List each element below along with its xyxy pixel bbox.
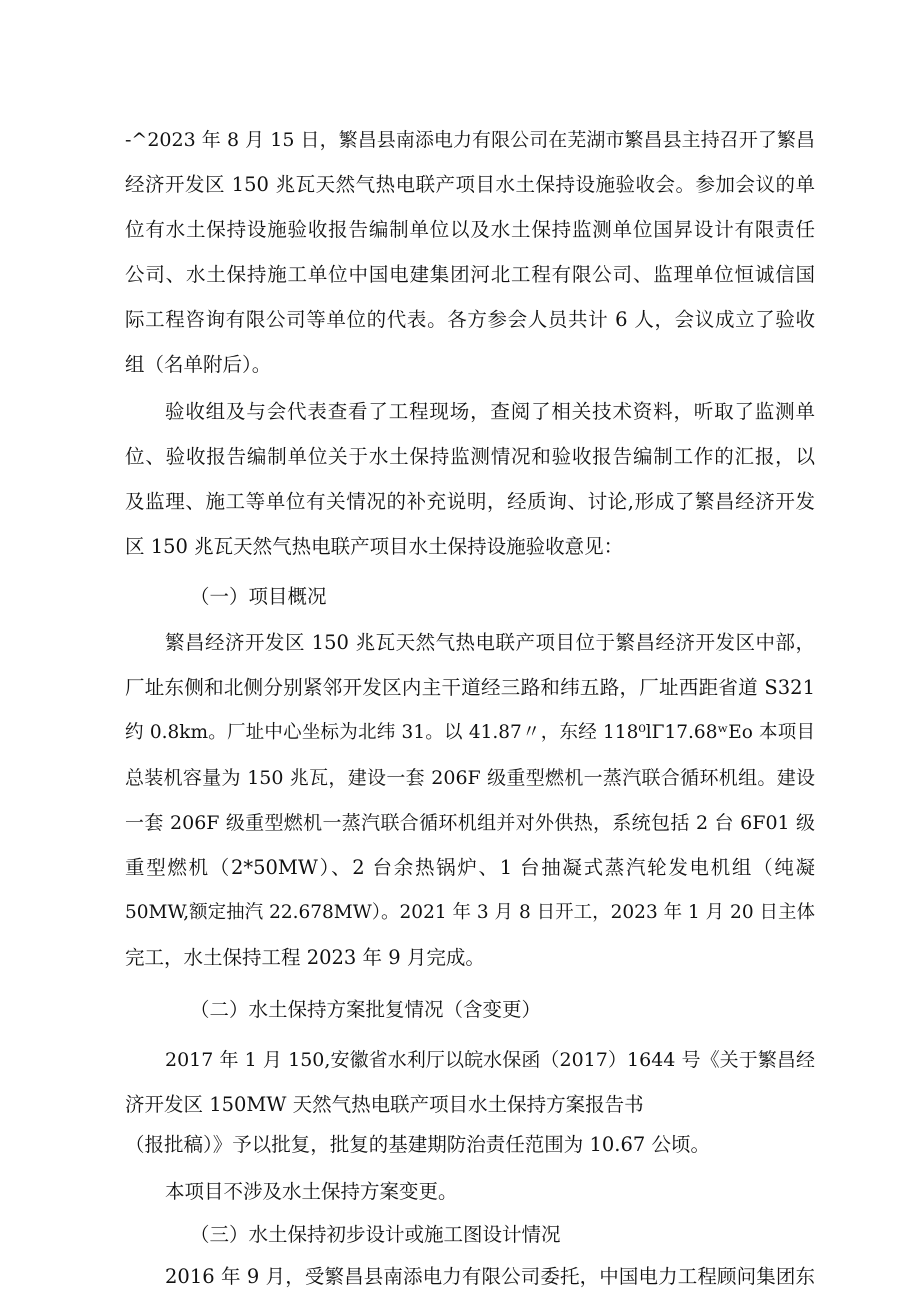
text-line: 济开发区 150MW 天然气热电联产项目水土保持方案报告书 (125, 1093, 644, 1116)
text-line: 际工程咨询有限公司等单位的代表。各方参会人员共计 6 人，会议成立了验收 (125, 308, 815, 331)
text-line: 一套 206F 级重型燃机一蒸汽联合循环机组并对外供热，系统包括 2 台 6F01 级 (125, 812, 815, 834)
text-line: 本项目不涉及水土保持方案变更。 (165, 1180, 458, 1203)
text-line: 约 0.8km。厂址中心坐标为北纬 31。以 41.87〃，东经 118⁰lΓ17.68ʷEo 本项目 (125, 722, 815, 743)
section-heading: （二）水土保持方案批复情况（含变更） (190, 998, 542, 1021)
text-line: 位、验收报告编制单位关于水土保持监测情况和验收报告编制工作的汇报，以 (125, 445, 815, 468)
text-line: 验收组及与会代表查看了工程现场，查阅了相关技术资料，听取了监测单 (165, 400, 815, 423)
text-line: 厂址东侧和北侧分别紧邻开发区内主干道经三路和纬五路，厂址西距省道 S321 (125, 676, 815, 699)
text-line: 位有水土保持设施验收报告编制单位以及水土保持监测单位国昇设计有限责任 (125, 218, 815, 241)
section-heading: （一）项目概况 (190, 585, 327, 608)
text-line: 组（名单附后）。 (125, 353, 272, 376)
text-line: 完工，水土保持工程 2023 年 9 月完成。 (125, 946, 485, 969)
text-line: 繁昌经济开发区 150 兆瓦天然气热电联产项目位于繁昌经济开发区中部， (165, 631, 815, 654)
text-line: 2016 年 9 月，受繁昌县南添电力有限公司委托，中国电力工程顾问集团东 (165, 1265, 815, 1288)
text-line: 50MW,额定抽汽 22.678MW）。2021 年 3 月 8 日开工，2023 年 1 月 20 日主体 (125, 902, 815, 923)
text-line: 公司、水土保持施工单位中国电建集团河北工程有限公司、监理单位恒诚信国 (125, 263, 815, 286)
text-line: （报批稿）》予以批复，批复的基建期防治责任范围为 10.67 公顷。 (125, 1133, 710, 1156)
text-line: 及监理、施工等单位有关情况的补充说明，经质询、讨论,形成了繁昌经济开发 (125, 490, 815, 513)
text-line: 总装机容量为 150 兆瓦，建设一套 206F 级重型燃机一蒸汽联合循环机组。建设 (125, 767, 815, 789)
text-line: 重型燃机（2*50MW）、2 台余热锅炉、1 台抽凝式蒸汽轮发电机组（纯凝 (125, 856, 815, 879)
section-heading: （三）水土保持初步设计或施工图设计情况 (190, 1223, 561, 1246)
text-line: 区 150 兆瓦天然气热电联产项目水土保持设施验收意见： (125, 535, 624, 558)
text-line: 2017 年 1 月 150,安徽省水利厅以皖水保函（2017）1644 号《关于繁昌经 (165, 1049, 815, 1071)
text-line: -^2023 年 8 月 15 日，繁昌县南添电力有限公司在芜湖市繁昌县主持召开了繁昌 (125, 129, 815, 151)
text-line: 经济开发区 150 兆瓦天然气热电联产项目水土保持设施验收会。参加会议的单 (125, 173, 815, 196)
